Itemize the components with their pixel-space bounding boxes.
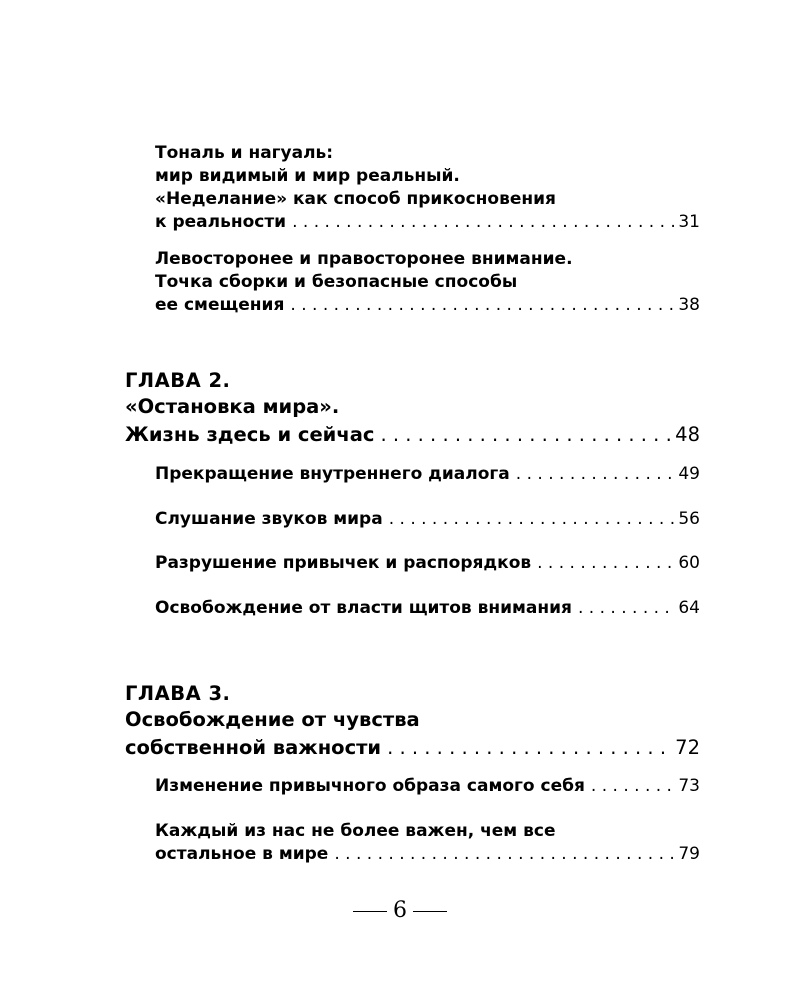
toc-entry-self-image	[155, 775, 700, 798]
leader-dots	[389, 508, 677, 531]
leader-dots	[537, 552, 676, 575]
chapter-2-heading: ГЛАВА 2.	[125, 369, 231, 392]
page-ref: 56	[678, 509, 700, 529]
toc-entry-title-end: Разрушение привычек и распорядков	[155, 553, 532, 573]
page-number: 6	[393, 898, 407, 923]
toc-entry-line: Точка сборки и безопасные способы	[155, 272, 518, 292]
chapter-2-title	[125, 393, 700, 449]
toc-entry-tonal-nagual	[155, 142, 700, 234]
chapter-title-last-line	[125, 734, 700, 762]
toc-entry-last-line	[155, 597, 700, 620]
chapter-title-end: собственной важности	[125, 736, 382, 759]
page-ref: 60	[678, 553, 700, 573]
toc-entry-title-end: ее смещения	[155, 295, 285, 315]
page-ref: 48	[675, 423, 700, 446]
page-ref: 64	[678, 598, 700, 618]
toc-entry-shields	[155, 597, 700, 620]
toc-entry-line: Левосторонее и правосторонее внимание.	[155, 249, 573, 269]
toc-entry-inner-dialogue	[155, 463, 700, 486]
toc-entry-title-end: Освобождение от власти щитов внимания	[155, 598, 572, 618]
leader-dots	[334, 843, 676, 866]
toc-entry-last-line	[155, 843, 700, 866]
toc-entry-title-end: к реальности	[155, 212, 287, 232]
toc-entry-line: мир видимый и мир реальный.	[155, 166, 460, 186]
page-ref: 73	[678, 776, 700, 796]
toc-entry-last-line	[155, 294, 700, 317]
toc-entry-title-end: Слушание звуков мира	[155, 509, 383, 529]
toc-entry-last-line	[155, 775, 700, 798]
leader-dots	[380, 421, 673, 449]
chapter-3-title	[125, 706, 700, 762]
toc-entry-title-end: остальное в мире	[155, 844, 329, 864]
toc-entry-last-line	[155, 463, 700, 486]
page-ref: 38	[678, 295, 700, 315]
chapter-title-line: Освобождение от чувства	[125, 708, 420, 731]
chapter-title-last-line	[125, 421, 700, 449]
chapter-title-line: «Остановка мира».	[125, 395, 340, 418]
toc-entry-attention	[155, 248, 700, 317]
toc-entry-sounds	[155, 508, 700, 531]
page-ref: 72	[675, 736, 700, 759]
folio-dash-right	[413, 911, 447, 912]
page-ref: 31	[678, 212, 700, 232]
chapter-title-end: Жизнь здесь и сейчас	[125, 423, 375, 446]
leader-dots	[591, 775, 676, 798]
toc-entry-line: «Неделание» как способ прикосновения	[155, 189, 556, 209]
leader-dots	[516, 463, 677, 486]
page-ref: 79	[678, 844, 700, 864]
toc-entry-last-line	[155, 211, 700, 234]
folio-dash-left	[353, 911, 387, 912]
chapter-3-heading: ГЛАВА 3.	[125, 682, 231, 705]
leader-dots	[292, 211, 676, 234]
toc-entry-title-end: Изменение привычного образа самого себя	[155, 776, 585, 796]
page-number-folio	[0, 898, 800, 923]
toc-entry-last-line	[155, 552, 700, 575]
toc-entry-title-end: Прекращение внутреннего диалога	[155, 464, 510, 484]
toc-entry-line: Тональ и нагуаль:	[155, 143, 334, 163]
leader-dots	[387, 734, 673, 762]
toc-entry-importance	[155, 820, 700, 866]
leader-dots	[578, 597, 676, 620]
toc-entry-line: Каждый из нас не более важен, чем все	[155, 821, 556, 841]
toc-entry-last-line	[155, 508, 700, 531]
toc-entry-habits	[155, 552, 700, 575]
leader-dots	[290, 294, 676, 317]
page-ref: 49	[678, 464, 700, 484]
